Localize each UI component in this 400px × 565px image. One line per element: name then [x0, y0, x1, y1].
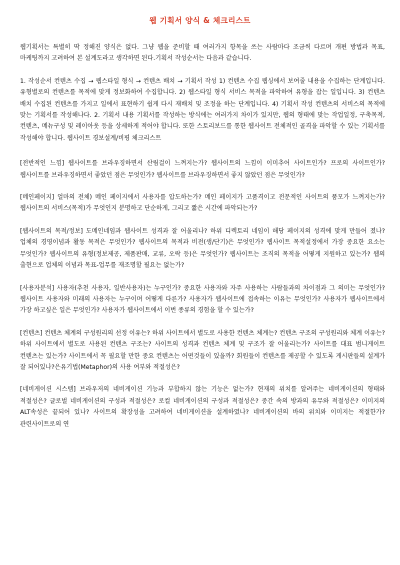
- document-title: 웹 기획서 양식 & 체크리스트: [149, 16, 251, 25]
- paragraph-navigation-system: [네비게이션 시스템] 브라우저의 네비게이션 기능과 부합하지 않는 기능은 없는가? 현재의 위치를 알려주는 네비게이션의 형태와 적절성은? 글로벌 네비게이션의 구성과 적절성은? 로컬 네비게이션의 구성과 적절성은? 중간 속의 방과의 유무와 적절성은? 이미지의 ALT속성은 끝되어 있나? 사이트의 확장성을 고려하여 네비게이션을 설계하였나? 네비게이션의 바의 위치와 이미지는 적절한가? 관련사이트로의 연: [20, 386, 385, 428]
- paragraph-main-page: [메인페이지] 얼마의 전체) 메인 페이지에서 사용자를 압도하는가? 메인 페이지가 고품격이고 전문적인 사이트의 품모가 느껴지는가? 웹사이트의 서비스(목적)가 무엇인지 분명하고 단순하게, 그리고 짧은 시간에 파악되는가?: [20, 194, 385, 213]
- paragraph-writing-order: 1. 작성순서 컨텐츠 수집 → 웹스타일 형식 → 컨텐츠 배치 → 기획서 작성 1) 컨텐츠 수집 웹싱에서 보여줄 내용을 수집하는 단계입니다. 유형별로의 컨텐츠를 목적에 맞게 정보화하여 수집합니다. 2) 웹스타일 형식 서비스 목적을 파악하여 유형을 잡는 일입니다. 3) 컨텐츠 배치 수집된 컨텐츠를 가지고 일에서 표현하기 쉽게 다시 재배치 및 조정을 하는 단계입니다. 4) 기획서 작성 컨텐츠의 서비스의 목적에 맞는 기획서를 작성해나다. 2. 기획서 내용 기획서를 작성하는 방식에는 여러가지 차이가 있지만, 웹의 형태에 맞는 작업일정, 구축목적, 컨텐츠, 메뉴구성 및 레이아웃 등을 상세하게 적어야 합니다. 또한 스토리보드를 통한 웹사이트 전체적인 골격을 파악할 수 있는 기획서를 작성해야 합니다. 웹사이트 경보설계/비평 체크리스트: [20, 77, 385, 142]
- paragraph-intro: 웹기획서는 특별히 딱 정해진 양식은 없다. 그냥 웹을 준비할 때 여러가지 항목을 쓰는 사람마다 조금씩 다르며 개편 방법과 목표, 마케팅까지 고려하여 본 설계도라고 생각하면 된다.기획서 작성순서는 다음과 같습니다.: [20, 44, 385, 63]
- paragraph-overall-impression: [전반적인 느낌] 웹사이트를 브라우징하면서 산림걸이 느껴지는가? 웹사이트의 느낌이 이미추어 사이트인가? 프로의 사이트인가? 웹사이트를 브라우징하면서 좋았던 점은 무엇인가? 웹사이트를 브라우징하면서 좋지 않았던 점은 무엇인가?: [20, 160, 385, 179]
- paragraph-site-purpose: [웹사이트의 목적/정보] 도메인네임과 웹사이트 성격과 잘 어울리나? 하위 디렉토리 네임이 해당 페이지의 성격에 맞게 만들어 졌나? 업체의 경영이념과 활동 목적은 무엇인가? 웹사이트의 목적과 비전(생/단기)은 무엇인가? 웹사이트 목적설정에서 가장 중요한 요소는 무엇인가? 웹사이트의 유형(정보제공, 제품판매, 교류, 오락 등)은 무엇인가? 웹사이트는 조직의 목적을 어떻게 지원하고 있는가? 웹의 출현으로 업체의 이념과 목표-업무를 재조명할 필요는 없는가?: [20, 227, 385, 270]
- paragraph-user-analysis: [사용자분석] 사용자(추천 사용자, 일반사용자)는 누구인가? 중요한 사용자와 자주 사용하는 사람들과의 차이점과 그 의미는 무엇인가? 웹사이트 사용자와 미래의 사용자는 누구이며 어떻게 다른가? 사용자가 웹사이트에 접속하는 이유는 무엇인가? 사용자가 웹사이트에서 가장 하고싶은 일은 무엇인가? 사용자가 웹사이트에서 이번 종류의 경험을 할 수 있는가?: [20, 284, 385, 315]
- paragraph-contents: [컨텐츠] 컨텐츠 체계의 구성원리의 선정 이유는? 하위 사이트에서 별도로 사용한 컨텐츠 체계는? 컨텐츠 구조의 구성원리와 체계 이유는? 하위 사이트에서 별도로 사용된 컨텐츠 구조는? 사이트의 성격과 컨텐츠 체계 및 구조가 잘 어울리는가? 사이트를 대표 범니게이트 컨텐츠는 있는가? 사이트에서 꼭 필요할 만한 중요 컨텐츠는 어떤것들이 있을까? 회원들이 컨텐츠를 제공할 수 있도록 게시판들의 설계가 잘 되어있나?은유기법(Metaphor)의 사용 여부와 적절성은?: [20, 329, 385, 371]
- document-body: [20, 42, 385, 441]
